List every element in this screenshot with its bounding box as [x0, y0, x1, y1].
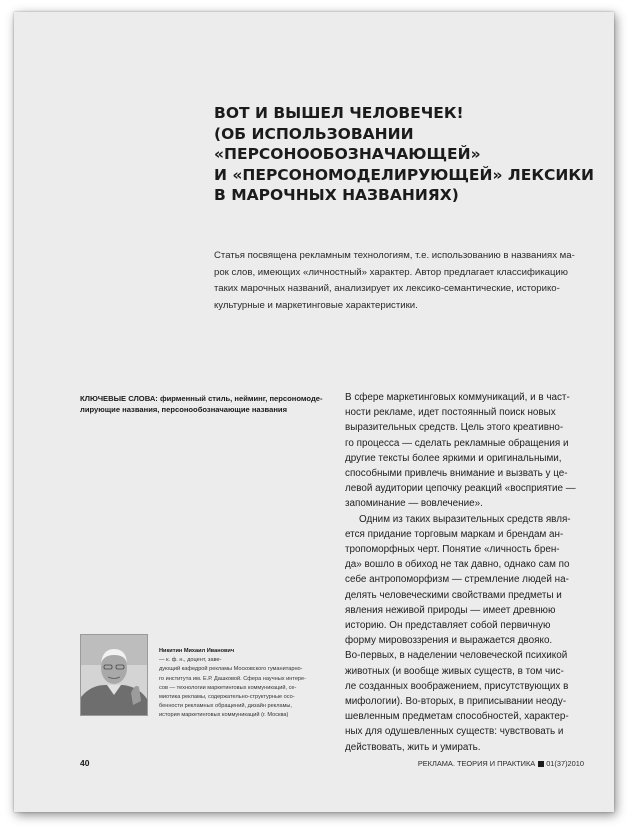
- body-line: ности рекламе, идет постоянный поиск новых: [345, 407, 556, 419]
- article-title: [214, 103, 594, 206]
- bio-line: дующий кафедрой рекламы Московского гуманитарно-: [159, 666, 303, 673]
- body-line: левой аудитории цепочку реакций «восприятие —: [345, 483, 576, 495]
- body-line: выразительных средств. Цель этого креативно-: [345, 422, 564, 434]
- abstract-line: Статья посвящена рекламным технологиям, т.е. использованию в названиях ма-: [214, 250, 575, 261]
- title-line: «ПЕРСОНООБОЗНАЧАЮЩЕЙ»: [214, 145, 481, 163]
- author-name: Никитин Михаил Иванович: [159, 648, 235, 654]
- bio-line: сов — технологии маркетинговых коммуникаций, се-: [159, 684, 297, 691]
- journal-page: [14, 12, 614, 812]
- body-line: Одним из таких выразительных средств явля-: [359, 513, 571, 525]
- title-line: В МАРОЧНЫХ НАЗВАНИЯХ): [214, 186, 459, 204]
- keywords-line: [80, 393, 330, 404]
- body-line: тропоморфных черт. Понятие «личность брен-: [345, 544, 560, 556]
- body-line: историю. Он представляет собой первичную: [345, 620, 551, 632]
- body-line: ных для одушевленных существ: чувствовать и: [345, 726, 564, 738]
- body-line: да» вошло в обиход не так давно, однако сам по: [345, 559, 570, 571]
- author-portrait-icon: [81, 635, 147, 715]
- title-line: И «ПЕРСОНОМОДЕЛИРУЮЩЕЙ» ЛЕКСИКИ: [214, 165, 594, 184]
- body-line: шевленным предметам способностей, характер-: [345, 711, 569, 723]
- body-line: форму мировоззрения и выражается двояко.: [345, 635, 553, 647]
- body-line: способными привлечь внимание и вызвать у це-: [345, 468, 568, 480]
- keywords-line: лирующие названия, персонообозначающие названия: [80, 405, 287, 414]
- bio-text: — к. ф. н., доцент, заве-: [159, 657, 222, 664]
- body-line: мифологии). Во-вторых, в приписывании неоду-: [345, 696, 567, 708]
- issue-number: 01(37)2010: [546, 759, 584, 768]
- body-line: Во-первых, в наделении человеческой психикой: [345, 650, 568, 662]
- running-footer: [418, 759, 584, 768]
- body-line: го процесса — сделать рекламные обращения и: [345, 437, 569, 449]
- bio-line: го института им. Е.Р. Дашковой. Сфера научных интере-: [159, 675, 307, 682]
- body-line: В сфере маркетинговых коммуникаций, и в част-: [345, 392, 570, 403]
- title-line: ВОТ И ВЫШЕЛ ЧЕЛОВЕЧЕК!: [214, 104, 464, 122]
- page-number: 40: [80, 758, 90, 768]
- body-line: делять человеческими свойствами предметы и: [345, 589, 562, 601]
- bio-line: миотика рекламы, содержательно-структурные осо-: [159, 694, 295, 701]
- author-photo: [80, 634, 148, 716]
- abstract-line: рок слов, имеющих «личностный» характер. Автор предлагает классификацию: [214, 266, 568, 278]
- title-line: (ОБ ИСПОЛЬЗОВАНИИ: [214, 124, 414, 143]
- article-body: [345, 390, 590, 755]
- square-bullet-icon: [538, 761, 544, 767]
- bio-line: [159, 647, 334, 665]
- body-line: запоминание — вовлечение».: [345, 498, 483, 510]
- body-line: действовать, жить и умирать.: [345, 741, 481, 753]
- keywords-block: [80, 393, 330, 415]
- article-abstract: [214, 248, 586, 314]
- body-line: явления неживой природы — имеет древнюю: [345, 604, 556, 616]
- keywords-label: КЛЮЧЕВЫЕ СЛОВА:: [80, 394, 158, 403]
- body-line: себе антропоморфизм — стремление людей на-: [345, 574, 569, 586]
- body-line: животных (и вообще живых существ, в том чис-: [345, 665, 564, 677]
- abstract-line: таких марочных названий, анализирует их лексико-семантические, историко-: [214, 283, 560, 294]
- bio-line: бенности рекламных обращений, дизайн рекламы,: [159, 703, 292, 710]
- journal-name: РЕКЛАМА. ТЕОРИЯ И ПРАКТИКА: [417, 759, 536, 768]
- body-line: другие тексты более яркими и оригинальными,: [345, 452, 562, 464]
- keywords-text: фирменный стиль, нейминг, персономоде-: [157, 394, 323, 403]
- body-line: ле созданных воображением, присутствующих в: [345, 680, 569, 692]
- body-line: ется придание торговым маркам и брендам ан-: [345, 528, 564, 540]
- author-bio: [159, 647, 334, 721]
- abstract-line: культурные и маркетинговые характеристики.: [214, 299, 418, 311]
- bio-line: история маркетинговых коммуникаций (г. Москва): [159, 712, 289, 719]
